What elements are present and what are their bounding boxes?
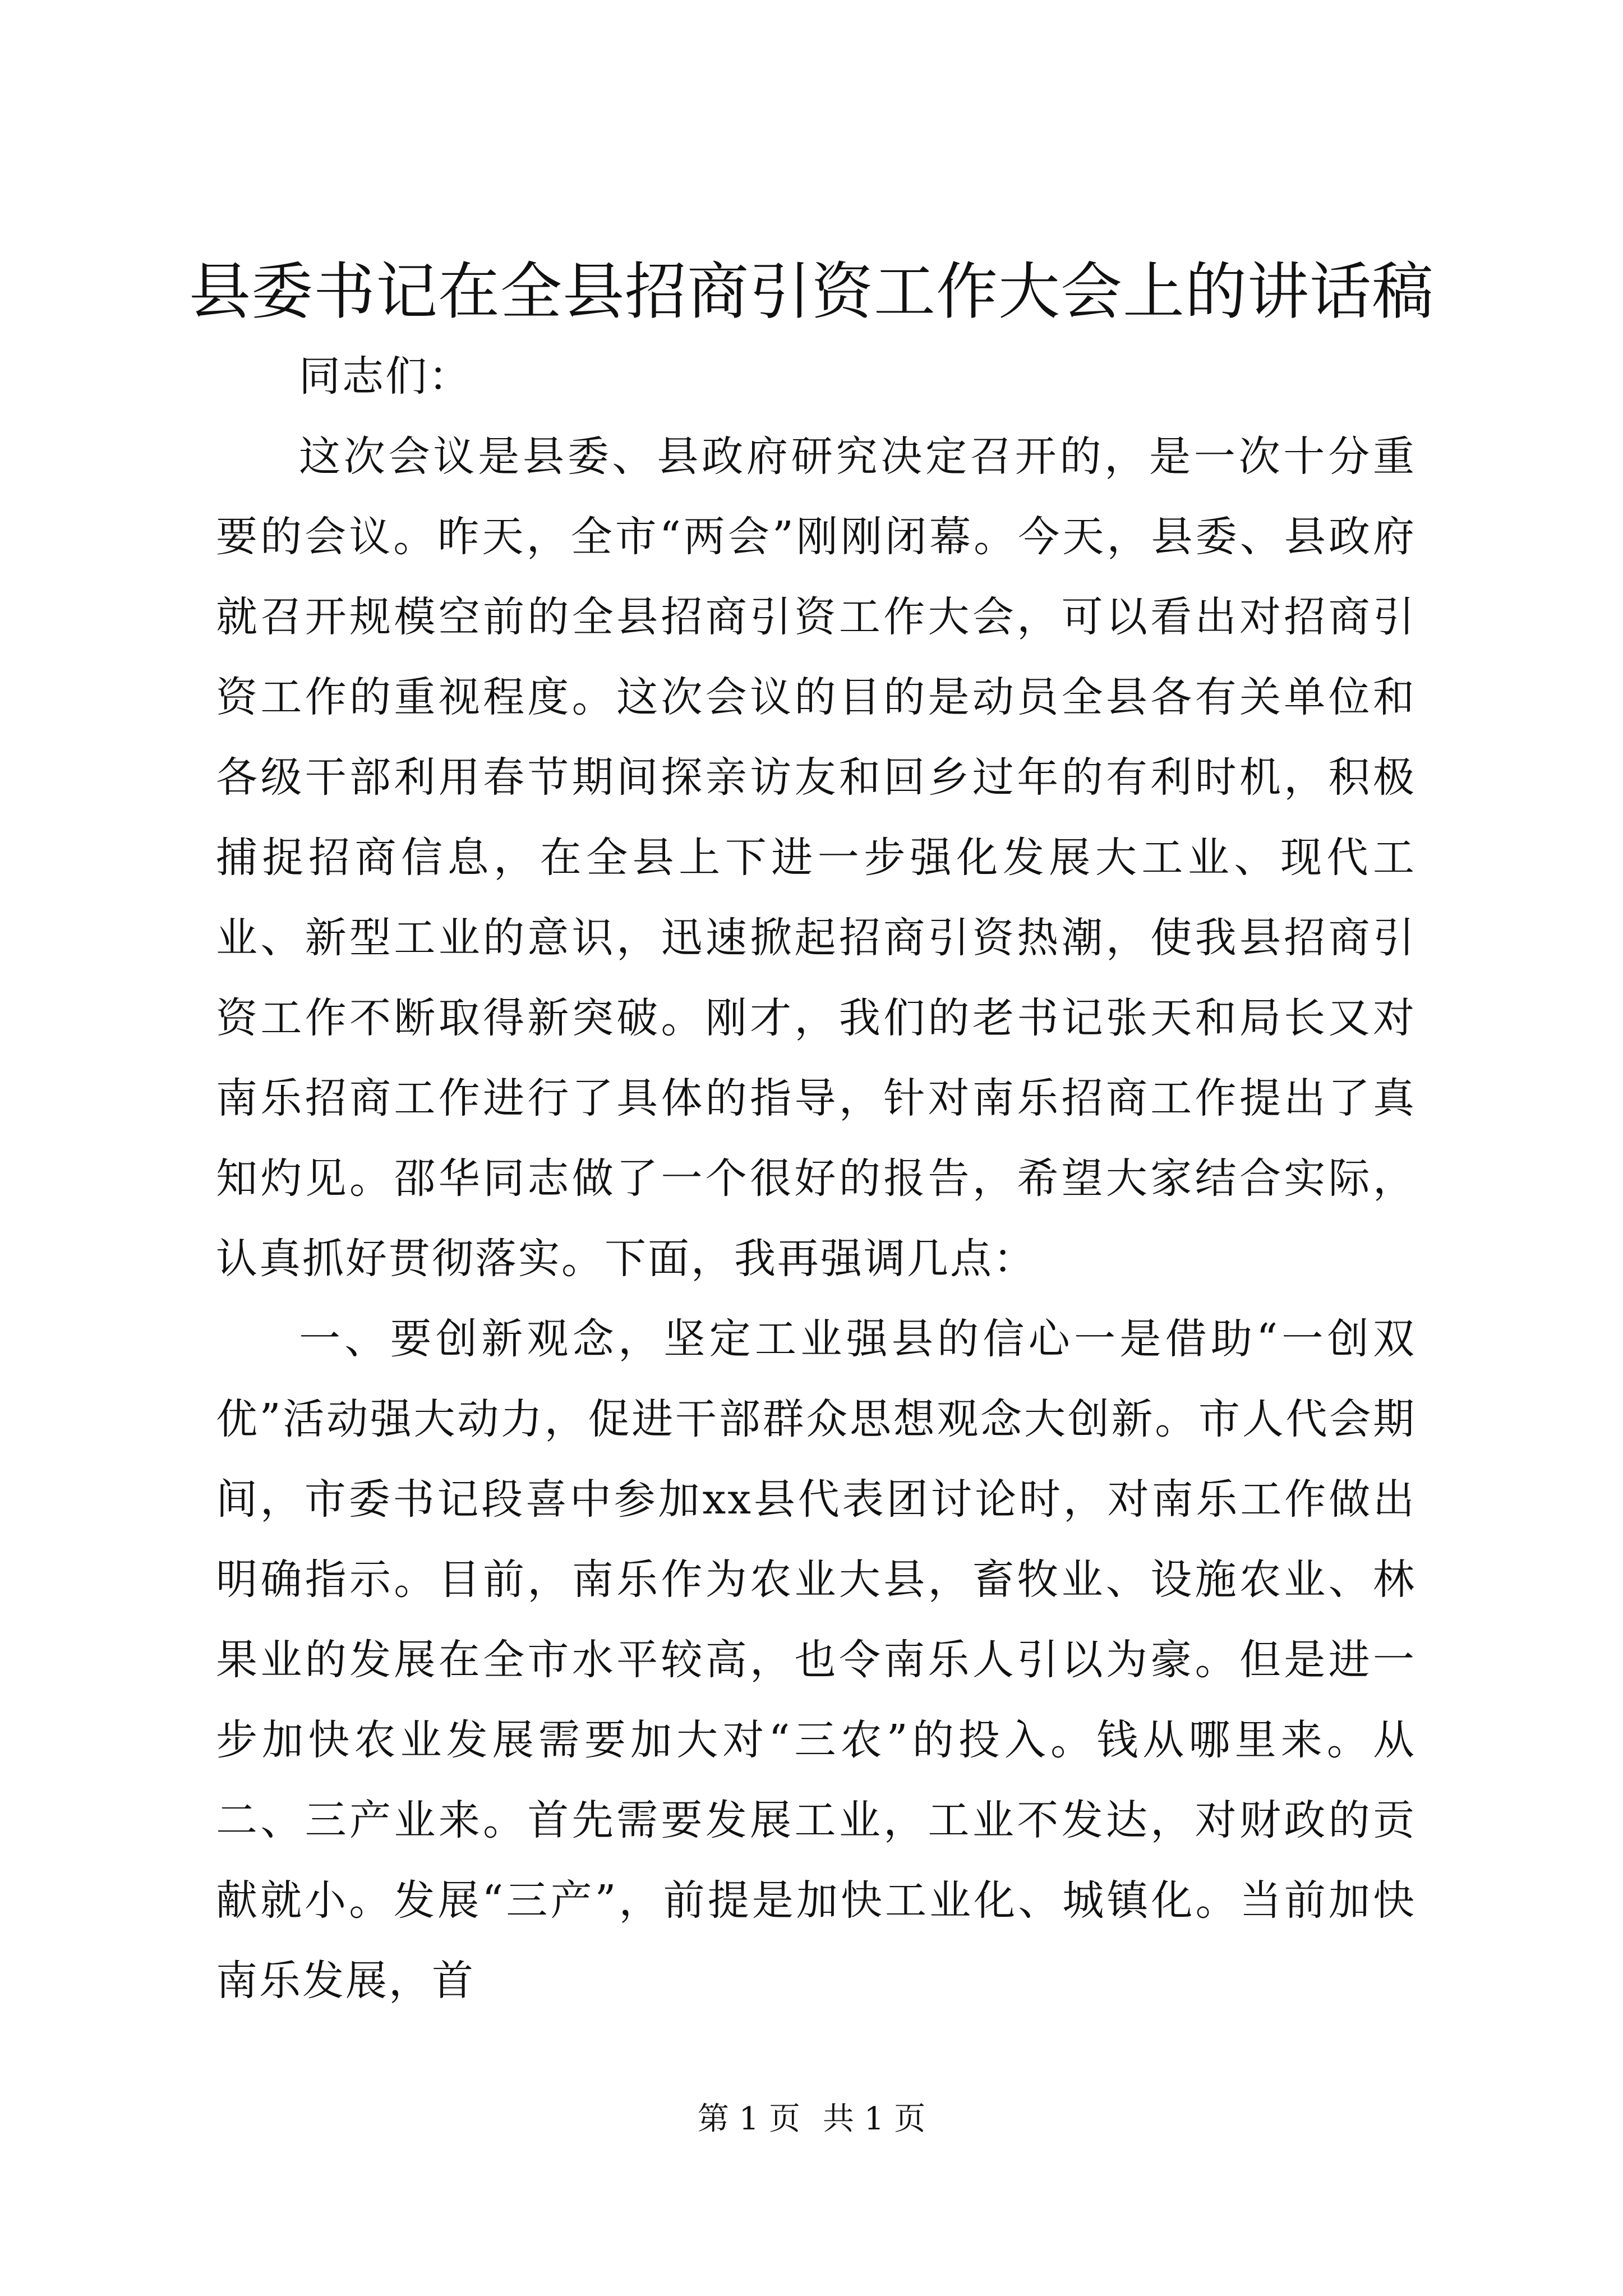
page-footer	[0, 2097, 1623, 2142]
page-number-current: 第 1 页	[697, 2101, 800, 2137]
paragraph-1: 这次会议是县委、县政府研究决定召开的，是一次十分重要的会议。昨天，全市“两会”刚刚闭幕。今天，县委、县政府就召开规模空前的全县招商引资工作大会，可以看出对招商引资工作的重视程度。这次会议的目的是动员全县各有关单位和各级干部利用春节期间探亲访友和回乡过年的有利时机，积极捕捉招商信息，在全县上下进一步强化发展大工业、现代工业、新型工业的意识，迅速掀起招商引资热潮，使我县招商引资工作不断取得新突破。刚才，我们的老书记张天和局长又对南乐招商工作进行了具体的指导，针对南乐招商工作提出了真知灼见。邵华同志做了一个很好的报告，希望大家结合实际，认真抓好贯彻落实。下面，我再强调几点：	[216, 432, 1416, 1283]
document-title: 县委书记在全县招商引资工作大会上的讲话稿	[189, 256, 1434, 328]
paragraph-2: 一、要创新观念，坚定工业强县的信心一是借助“一创双优”活动强大动力，促进干部群众思想观念大创新。市人代会期间，市委书记段喜中参加xx县代表团讨论时，对南乐工作做出明确指示。目前，南乐作为农业大县，畜牧业、设施农业、林果业的发展在全市水平较高，也令南乐人引以为豪。但是进一步加快农业发展需要加大对“三农”的投入。钱从哪里来。从二、三产业来。首先需要发展工业，工业不发达，对财政的贡献就小。发展“三产”，前提是加快工业化、城镇化。当前加快南乐发展，首	[216, 1315, 1416, 2005]
page-number-total: 共 1 页	[823, 2101, 926, 2137]
document-body	[216, 337, 1416, 2021]
salutation: 同志们：	[299, 352, 472, 401]
